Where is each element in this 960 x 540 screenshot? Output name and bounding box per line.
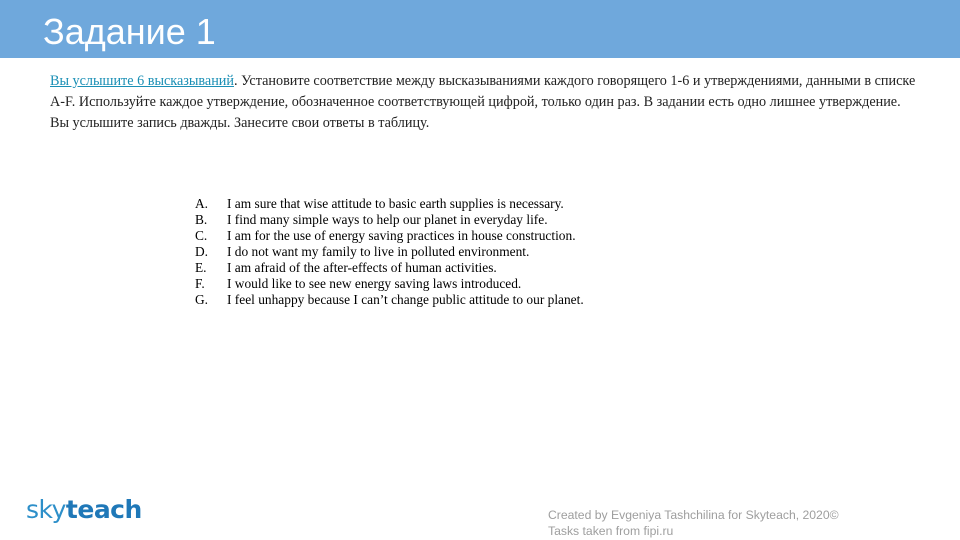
list-item xyxy=(195,196,835,212)
footer-credits xyxy=(548,507,839,539)
list-item xyxy=(195,212,835,228)
list-item xyxy=(195,292,835,308)
option-letter: C. xyxy=(195,228,208,243)
list-item xyxy=(195,244,835,260)
option-letter: E. xyxy=(195,260,207,275)
instructions-text: . Установите соответствие между высказываниями каждого говорящего 1-6 и утверждениями, данными в списке A-F. Используйте каждое утверждение, обозначенное соответствующей цифрой, только один раз. В задании есть одно лишнее утверждение. Вы услышите запись дважды. Занесите свои ответы в таблицу. xyxy=(50,73,916,131)
logo-text-teach: teach xyxy=(65,495,142,524)
skyteach-logo xyxy=(26,493,142,527)
option-letter: D. xyxy=(195,244,209,259)
option-text: I do not want my family to live in polluted environment. xyxy=(227,244,530,259)
audio-link[interactable]: Вы услышите 6 высказываний xyxy=(50,73,234,89)
list-item xyxy=(195,228,835,244)
option-text: I am afraid of the after-effects of human activities. xyxy=(227,260,497,275)
slide-title: Задание 1 xyxy=(43,11,216,52)
option-letter: B. xyxy=(195,212,208,227)
footer-source-line: Tasks taken from fipi.ru xyxy=(548,524,674,538)
option-text: I would like to see new energy saving laws introduced. xyxy=(227,276,522,291)
list-item xyxy=(195,276,835,292)
logo-text-sky: sky xyxy=(26,495,66,524)
option-text: I am sure that wise attitude to basic earth supplies is necessary. xyxy=(227,196,564,211)
option-letter: A. xyxy=(195,196,209,211)
option-text: I find many simple ways to help our planet in everyday life. xyxy=(227,212,548,227)
option-letter: G. xyxy=(195,292,209,307)
option-letter: F. xyxy=(195,276,205,291)
title-bar xyxy=(0,0,960,58)
statement-list xyxy=(195,196,835,308)
list-item xyxy=(195,260,835,276)
option-text: I feel unhappy because I can’t change public attitude to our planet. xyxy=(227,292,584,307)
option-text: I am for the use of energy saving practices in house construction. xyxy=(227,228,576,243)
footer-credit-line: Created by Evgeniya Tashchilina for Skyteach, 2020© xyxy=(548,508,839,522)
task-instructions xyxy=(50,71,920,134)
